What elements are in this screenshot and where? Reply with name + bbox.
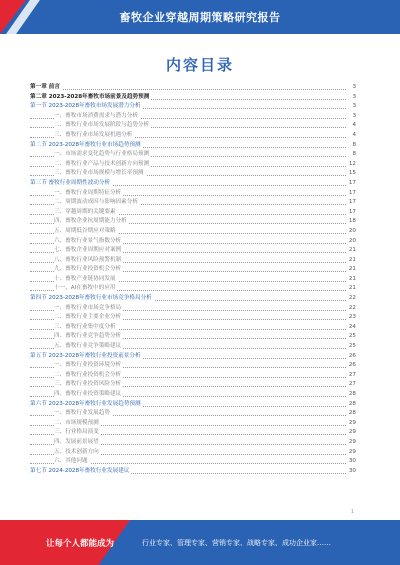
toc-entry[interactable] <box>30 217 356 227</box>
toc-entry-page: 17 <box>347 198 356 208</box>
toc-entry-page: 26 <box>347 352 356 362</box>
toc-entry-page: 3 <box>350 83 356 93</box>
toc-entry[interactable] <box>30 189 356 199</box>
toc-entry-page: 28 <box>347 409 356 419</box>
toc-entry-page: 15 <box>347 169 356 179</box>
toc-entry-page: 23 <box>347 313 356 323</box>
toc-entry-text: 二、畜牧行业投资机会分析 <box>54 371 123 381</box>
toc-entry-page: 22 <box>347 294 356 304</box>
toc-entry[interactable] <box>30 121 356 131</box>
toc-entry-text: 第一章 前言 <box>30 83 62 93</box>
toc-entry[interactable] <box>30 332 356 342</box>
footer-slogan: 让每个人都能成为 <box>46 539 115 549</box>
toc-entry-page: 29 <box>347 448 356 458</box>
toc-entry-text: 二、畜牧行业产品与技术创新方向预测 <box>54 160 151 170</box>
toc-entry-page: 21 <box>347 246 356 256</box>
toc-entry[interactable] <box>30 400 356 410</box>
toc-entry-text: 第二章 2023-2028年畜牧市场前景及趋势预测 <box>30 93 151 103</box>
toc-entry-page: 8 <box>350 141 356 151</box>
toc-entry-text: 三、畜牧行业投资风险分析 <box>54 380 123 390</box>
toc-entry-text: 三、畜牧行业市场规模与增长率预测 <box>54 169 146 179</box>
toc-entry[interactable] <box>30 141 356 151</box>
toc-entry-text: 二、市场规模预测 <box>54 419 101 429</box>
toc-entry[interactable] <box>30 93 356 103</box>
toc-entry-page: 3 <box>350 112 356 122</box>
toc-entry-page: 21 <box>347 256 356 266</box>
toc-entry[interactable] <box>30 179 356 189</box>
toc-entry-text: 第三节 畜牧行业周期性波动分析 <box>30 179 112 189</box>
toc-entry[interactable] <box>30 83 356 93</box>
toc-entry-page: 27 <box>347 380 356 390</box>
toc-entry[interactable] <box>30 227 356 237</box>
toc-entry-page: 4 <box>350 131 356 141</box>
toc-entry[interactable] <box>30 380 356 390</box>
toc-entry[interactable] <box>30 198 356 208</box>
toc-entry-text: 六、其他问题 <box>54 457 90 467</box>
toc-entry-page: 21 <box>347 284 356 294</box>
toc-entry-text: 九、畜牧行业投资机会分析 <box>54 265 123 275</box>
toc-entry-text: 四、畜牧行业竞争趋势分析 <box>54 332 123 342</box>
toc-entry-text: 一、畜牧行业市场竞争格局 <box>54 304 123 314</box>
toc-entry-page: 18 <box>347 217 356 227</box>
toc-entry[interactable] <box>30 102 356 112</box>
toc-entry-page: 17 <box>347 208 356 218</box>
toc-entry-text: 第一节 2023-2028年畜牧市场发展潜力分析 <box>30 102 143 112</box>
toc-entry[interactable] <box>30 265 356 275</box>
toc-entry-text: 八、畜牧行业风险预警机制 <box>54 256 123 266</box>
toc-entry-page: 25 <box>347 332 356 342</box>
toc-entry-page: 28 <box>347 400 356 410</box>
toc-entry[interactable] <box>30 457 356 467</box>
toc-entry[interactable] <box>30 428 356 438</box>
toc-entry-text: 五、技术创新方向 <box>54 448 101 458</box>
toc-entry-text: 四、畜牧企业抗周期能力分析 <box>54 217 129 227</box>
toc-entry[interactable] <box>30 208 356 218</box>
toc-leader <box>30 89 346 90</box>
toc-heading: 内容目录 <box>165 56 234 74</box>
toc-entry-page: 30 <box>347 457 356 467</box>
toc-entry-page: 20 <box>347 237 356 247</box>
toc-entry[interactable] <box>30 448 356 458</box>
toc-entry-text: 五、畜牧行业竞争策略建议 <box>54 342 123 352</box>
toc-entry-text: 三、畜牧行业市场发展机遇分析 <box>54 131 134 141</box>
toc-entry[interactable] <box>30 390 356 400</box>
toc-entry[interactable] <box>30 112 356 122</box>
toc-entry-text: 第六节 2023-2028年畜牧行业发展趋势预测 <box>30 400 143 410</box>
toc-entry[interactable] <box>30 131 356 141</box>
toc-entry-page: 26 <box>347 361 356 371</box>
toc-entry-page: 25 <box>347 342 356 352</box>
toc-entry[interactable] <box>30 160 356 170</box>
toc-entry[interactable] <box>30 169 356 179</box>
toc-entry-text: 十、畜牧产业链协同发展 <box>54 275 118 285</box>
toc-entry-text: 二、畜牧行业主要企业分析 <box>54 313 123 323</box>
toc-entry-text: 三、行业格局演变 <box>54 428 101 438</box>
footer-tagline: 行业专家、管理专家、营销专家、战略专家、成功企业家…… <box>142 539 331 547</box>
toc-entry-text: 四、畜牧行业投资策略建议 <box>54 390 123 400</box>
toc-entry-page: 28 <box>347 390 356 400</box>
toc-entry[interactable] <box>30 371 356 381</box>
toc-entry-page: 20 <box>347 227 356 237</box>
toc-entry[interactable] <box>30 246 356 256</box>
toc-entry-page: 12 <box>347 160 356 170</box>
toc-entry-text: 第四节 2023-2028年畜牧行业市场竞争格局分析 <box>30 294 154 304</box>
toc-entry[interactable] <box>30 237 356 247</box>
toc-entry[interactable] <box>30 323 356 333</box>
toc-entry[interactable] <box>30 342 356 352</box>
toc-entry-text: 一、畜牧行业发展趋势 <box>54 409 112 419</box>
toc-entry[interactable] <box>30 275 356 285</box>
report-title: 畜牧企业穿越周期策略研究报告 <box>119 11 281 24</box>
toc-entry-text: 一、畜牧行业周期特征分析 <box>54 189 123 199</box>
toc-entry-page: 3 <box>350 102 356 112</box>
toc-entry-text: 三、穿越周期的关键要素 <box>54 208 118 218</box>
toc-entry-page: 8 <box>350 150 356 160</box>
toc-entry-page: 27 <box>347 371 356 381</box>
toc-entry-page: 21 <box>347 275 356 285</box>
toc-entry[interactable] <box>30 313 356 323</box>
toc-entry-text: 四、发展前景展望 <box>54 438 101 448</box>
toc-entry[interactable] <box>30 438 356 448</box>
toc-entry-text: 第五节 2023-2028年畜牧行业投资前景分析 <box>30 352 143 362</box>
toc-entry-page: 29 <box>347 438 356 448</box>
toc-entry-page: 22 <box>347 304 356 314</box>
toc-entry-page: 17 <box>347 179 356 189</box>
toc-entry-text: 六、畜牧行业景气指数分析 <box>54 237 123 247</box>
toc-entry[interactable] <box>30 419 356 429</box>
toc-entry[interactable] <box>30 361 356 371</box>
toc-entry-text: 三、畜牧行业集中度分析 <box>54 323 118 333</box>
toc-entry[interactable] <box>30 256 356 266</box>
toc-entry[interactable] <box>30 409 356 419</box>
table-of-contents <box>30 83 356 476</box>
toc-entry[interactable] <box>30 150 356 160</box>
toc-entry[interactable] <box>30 467 356 477</box>
toc-entry-text: 第七节 2024-2028年畜牧行业发展建议 <box>30 467 131 477</box>
footer-bar <box>0 520 400 565</box>
toc-entry-page: 4 <box>350 121 356 131</box>
toc-entry-page: 30 <box>347 467 356 477</box>
toc-entry-page: 29 <box>347 428 356 438</box>
toc-entry-page: 17 <box>347 189 356 199</box>
toc-entry-page: 21 <box>347 265 356 275</box>
toc-entry-page: 29 <box>347 419 356 429</box>
toc-entry-page: 3 <box>350 93 356 103</box>
toc-entry[interactable] <box>30 284 356 294</box>
toc-entry[interactable] <box>30 304 356 314</box>
toc-entry-text: 五、周期低谷期应对策略 <box>54 227 118 237</box>
toc-entry[interactable] <box>30 352 356 362</box>
page-number: 1 <box>350 509 354 515</box>
toc-entry-page: 24 <box>347 323 356 333</box>
header-bar <box>0 0 400 34</box>
toc-entry[interactable] <box>30 294 356 304</box>
toc-entry-text: 一、畜牧市场消费需求与潜力分析 <box>54 112 140 122</box>
toc-entry-text: 二、周期波动成因与影响因素分析 <box>54 198 140 208</box>
toc-entry-text: 二、畜牧行业市场发展阶段与趋势分析 <box>54 121 151 131</box>
toc-entry-text: 第二节 2023-2028年畜牧行业市场趋势预测 <box>30 141 143 151</box>
toc-entry-text: 十一、AI在畜牧中的应用 <box>54 284 117 294</box>
toc-entry-text: 一、市场需求变化趋势与行业格局预测 <box>54 150 151 160</box>
toc-entry-text: 一、畜牧行业投资环境分析 <box>54 361 123 371</box>
toc-entry-text: 七、畜牧企业周期应对案例 <box>54 246 123 256</box>
